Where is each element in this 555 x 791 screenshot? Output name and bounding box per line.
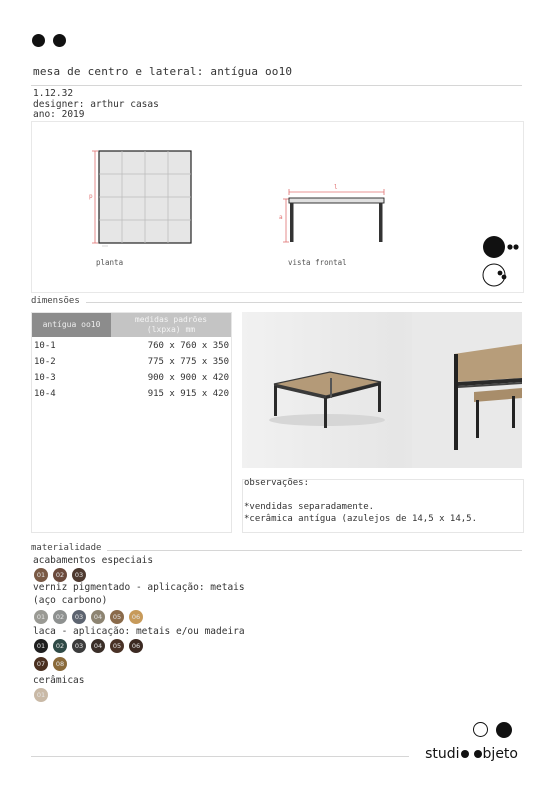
swatch[interactable]: 02	[53, 568, 67, 582]
material-group-sublabel: (aço carbono)	[33, 595, 108, 606]
technical-drawings	[31, 121, 524, 293]
designer-name: designer: arthur casas	[33, 98, 159, 110]
swatch[interactable]: 01	[34, 610, 48, 624]
brand-logo	[425, 746, 518, 762]
product-year: ano: 2019	[33, 109, 85, 120]
brand-circle-filled	[496, 722, 512, 738]
material-group-label: cerâmicas	[33, 675, 85, 686]
swatch[interactable]: 05	[110, 610, 124, 624]
swatch[interactable]: 03	[72, 568, 86, 582]
row-size: 915 x 915 x 420	[147, 389, 229, 399]
footer-divider	[31, 756, 409, 757]
front-width-label: l	[334, 184, 338, 191]
swatch[interactable]: 01	[34, 639, 48, 653]
observations-title: observações:	[244, 478, 310, 488]
material-group-label: acabamentos especiais	[33, 555, 154, 566]
swatch[interactable]: 03	[72, 639, 86, 653]
brand-part-1: studi	[425, 746, 460, 762]
front-height-label: a	[279, 214, 283, 221]
table-row	[32, 339, 231, 355]
swatch[interactable]: 03	[72, 610, 86, 624]
swatch[interactable]: 08	[53, 657, 67, 671]
swatch[interactable]: 01	[34, 688, 48, 702]
table-row	[32, 371, 231, 387]
materials-label: materialidade	[31, 543, 107, 553]
dimensions-label: dimensões	[31, 296, 86, 306]
front-view-caption: vista frontal	[288, 258, 347, 267]
page-title: mesa de centro e lateral: antígua oo10	[33, 65, 293, 78]
product-meta	[33, 89, 159, 121]
table-row	[32, 387, 231, 403]
brand-circle-outline	[473, 722, 488, 737]
observations-box	[242, 479, 524, 533]
plan-caption: planta	[96, 258, 124, 267]
dimensions-divider	[31, 302, 522, 303]
logo-dot-left	[32, 34, 45, 47]
material-group-label: verniz pigmentado - aplicação: metais	[33, 582, 245, 593]
brand-dot-icon	[461, 750, 469, 758]
brand-part-2: bjeto	[482, 746, 518, 762]
table-header-sizes	[111, 313, 231, 337]
product-photo	[242, 312, 522, 468]
swatch[interactable]: 07	[34, 657, 48, 671]
swatch[interactable]: 05	[110, 639, 124, 653]
swatch[interactable]: 06	[129, 639, 143, 653]
logo-dot-right	[53, 34, 66, 47]
row-code: 10-2	[34, 357, 56, 367]
row-code: 10-3	[34, 373, 56, 383]
product-code: 1.12.32	[33, 88, 74, 99]
swatch[interactable]: 02	[53, 610, 67, 624]
row-code: 10-1	[34, 341, 56, 351]
swatch[interactable]: 04	[91, 639, 105, 653]
table-header-model: antígua oo10	[32, 313, 111, 337]
title-divider	[31, 85, 522, 86]
row-code: 10-4	[34, 389, 56, 399]
plan-dim-label: p	[89, 193, 93, 200]
swatch[interactable]: 06	[129, 610, 143, 624]
swatch[interactable]: 02	[53, 639, 67, 653]
dimensions-table	[31, 312, 232, 533]
material-group-label: laca - aplicação: metais e/ou madeira	[33, 626, 245, 637]
observation-line: *cerâmica antígua (azulejos de 14,5 x 14,5.	[244, 514, 477, 524]
brand-o-dot-icon	[474, 750, 482, 758]
product-photo-illustration	[242, 312, 522, 468]
table-row	[32, 355, 231, 371]
row-size: 900 x 900 x 420	[147, 373, 229, 383]
swatch[interactable]: 04	[91, 610, 105, 624]
observation-line: *vendidas separadamente.	[244, 502, 375, 512]
swatch[interactable]: 01	[34, 568, 48, 582]
row-size: 775 x 775 x 350	[147, 357, 229, 367]
header-sizes-line1: medidas padrões	[134, 315, 208, 324]
row-size: 760 x 760 x 350	[147, 341, 229, 351]
header-sizes-line2: (lxpxa) mm	[146, 325, 196, 334]
